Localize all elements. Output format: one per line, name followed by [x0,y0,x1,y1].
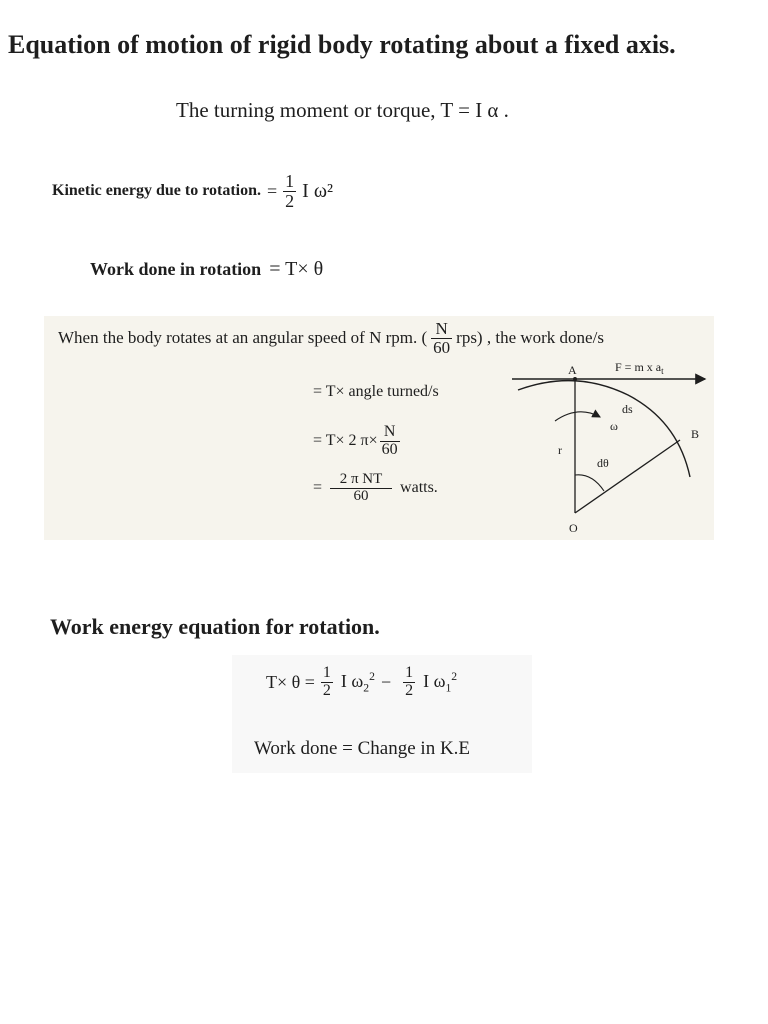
minus-sign: − [380,671,392,692]
power-equation-step-1: = T× angle turned/s [313,383,439,400]
kinetic-energy-term: I ω² [302,179,333,202]
label-ds: ds [622,402,633,416]
fraction-denominator: 60 [433,337,451,357]
work-energy-lhs: T× θ = [266,671,315,692]
initial-kinetic-term: I $\omega_1^2$ [423,670,458,695]
rps-fraction [431,320,452,357]
omega-arrow [555,412,600,421]
fraction-numerator: 1 [285,171,295,191]
work-done-label: Work done in rotation [90,259,262,279]
label-o: O [569,521,578,535]
work-done-rhs: = T× θ [269,258,324,280]
section-heading-work-energy: Work energy equation for rotation. [50,614,380,639]
page-title: Equation of motion of rigid body rotating about a fixed axis. [8,30,676,59]
fraction-numerator: 1 [322,664,331,681]
kinetic-energy-equation [52,172,333,211]
label-b: B [691,427,700,441]
label-omega: ω [610,419,618,433]
rpm-text-before: When the body rotates at an angular speed of N rpm. ( [58,328,428,348]
n-over-60-fraction [380,424,400,459]
label-force: F = m x $a_t$ [615,360,664,376]
fraction-denominator: 60 [330,488,392,505]
power-equation-step-3 [313,472,438,505]
fraction-numerator: N [435,319,448,338]
step-3-prefix: = [313,479,323,497]
torque-equation: The turning moment or torque, T = I α . [176,98,509,122]
final-kinetic-term: I $\omega_2^2$ [340,670,375,695]
label-a: A [568,363,577,377]
half-fraction [321,665,333,700]
label-dtheta: dθ [597,456,609,470]
half-fraction [283,172,296,211]
fraction-denominator: 60 [381,440,398,458]
kinetic-energy-label: Kinetic energy due to rotation. [52,182,262,200]
power-fraction [330,472,392,505]
fraction-numerator: 2 π NT [339,471,383,487]
power-equation-step-2 [313,424,400,459]
step-2-prefix: = T× 2 π× [313,432,378,450]
fraction-denominator: 2 [322,681,331,699]
half-fraction [403,665,415,700]
work-energy-equation [266,665,457,700]
fraction-numerator: N [383,423,396,440]
rpm-statement [58,320,604,357]
radius-line-ob [575,440,680,513]
work-energy-statement: Work done = Change in K.E [254,738,471,759]
point-a [573,377,577,381]
equals-sign: = [267,180,278,201]
fraction-numerator: 1 [405,664,414,681]
rpm-text-after: rps) , the work done/s [456,328,604,348]
fraction-denominator: 2 [285,190,295,211]
rotation-diagram [500,355,715,540]
power-unit: watts. [400,479,438,497]
fraction-denominator: 2 [405,681,414,699]
work-done-rotation-equation [90,258,323,281]
angle-arc [575,475,604,491]
label-r: r [558,443,562,457]
